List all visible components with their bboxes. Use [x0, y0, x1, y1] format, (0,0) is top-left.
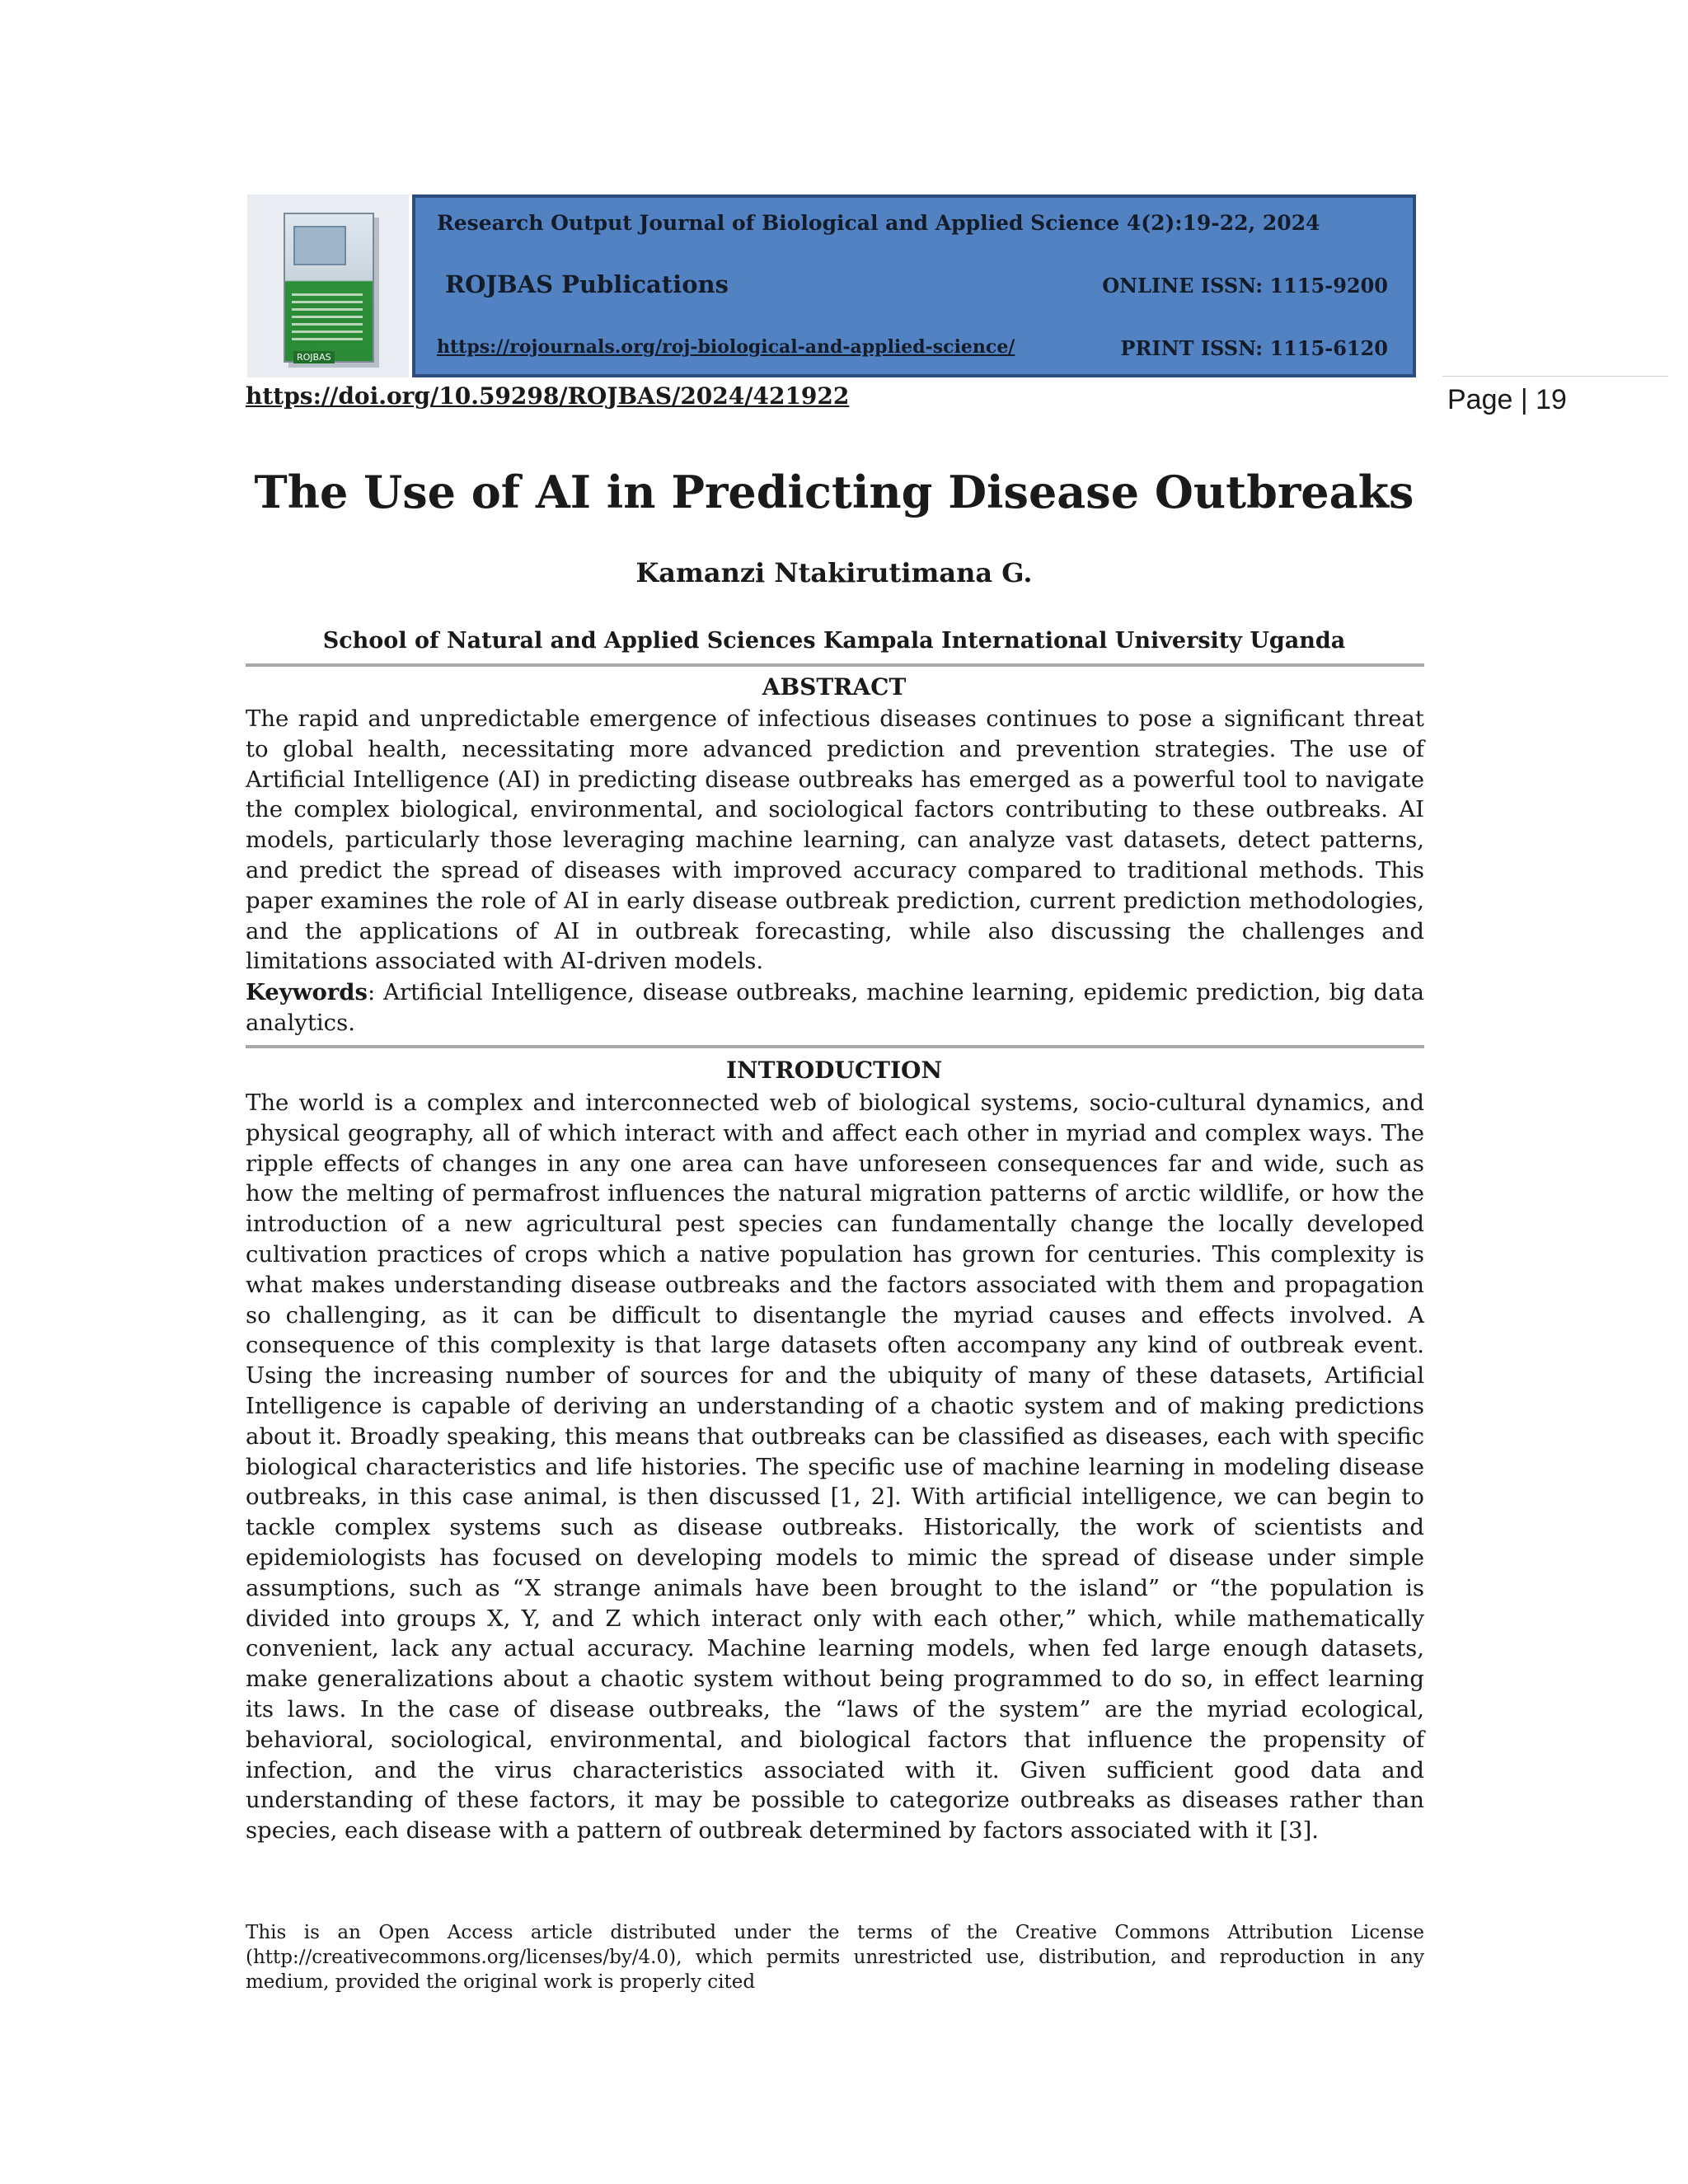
- article-title: The Use of AI in Predicting Disease Outbreaks: [254, 466, 1414, 518]
- journal-url-link[interactable]: https://rojournals.org/roj-biological-and-applied-science/: [437, 336, 1015, 358]
- divider-middle: [246, 1045, 1424, 1048]
- abstract-text: The rapid and unpredictable emergence of infectious diseases continues to pose a significant threat to global health, necessitating more advanced prediction and prevention strategies. The use of Artificial Intelligence (AI) in predicting disease outbreaks has emerged as a powerful tool to navigate the complex biological, environmental, and sociological factors contributing to these outbreaks. AI models, particularly those leveraging machine learning, can analyze vast datasets, detect patterns, and predict the spread of diseases with improved accuracy compared to traditional methods. This paper examines the role of AI in early disease outbreak prediction, current prediction methodologies, and the applications of AI in outbreak forecasting, while also discussing the challenges and limitations associated with AI-driven models.: [246, 705, 1424, 975]
- publisher-name: ROJBAS Publications: [445, 270, 729, 298]
- page-number: Page | 19: [1447, 384, 1567, 415]
- online-issn: ONLINE ISSN: 1115-9200: [1102, 274, 1388, 298]
- journal-citation-line: Research Output Journal of Biological and Applied Science 4(2):19-22, 2024: [437, 211, 1320, 235]
- cover-book-graphic: [284, 213, 374, 363]
- keywords-text: : Artificial Intelligence, disease outbreaks, machine learning, epidemic prediction, big data analytics.: [246, 979, 1424, 1036]
- page-number-rule: [1442, 376, 1668, 377]
- divider-top: [246, 663, 1424, 667]
- abstract-heading: ABSTRACT: [762, 673, 907, 701]
- journal-header-banner: [412, 194, 1416, 377]
- introduction-text: The world is a complex and interconnected web of biological systems, socio-cultural dynamics, and physical geography, all of which interact with and affect each other in myriad and complex ways. The ripple effects of changes in any one area can have unforeseen consequences far and wide, such as how the melting of permafrost influences the natural migration patterns of arctic wildlife, or how the introduction of a new agricultural pest species can fundamentally change the locally developed cultivation practices of crops which a native population has grown for centuries. This complexity is what makes understanding disease outbreaks and the factors associated with them and propagation so challenging, as it can be difficult to disentangle the myriad causes and effects involved. A consequence of this complexity is that large datasets often accompany any kind of outbreak event. Using the increasing number of sources for and the ubiquity of many of these datasets, Artificial Intelligence is capable of deriving an understanding of a chaotic system and of making predictions about it. Broadly speaking, this means that outbreaks can be classified as diseases, each with specific biological characteristics and life histories. The specific use of machine learning in modeling disease outbreaks, in this case animal, is then discussed [1, 2]. With artificial intelligence, we can begin to tackle complex systems such as disease outbreaks. Historically, the work of scientists and epidemiologists has focused on developing models to mimic the spread of disease under simple assumptions, such as “X strange animals have been brought to the island” or “the population is divided into groups X, Y, and Z which interact only with each other,” which, while mathematically convenient, lack any actual accuracy. Machine learning models, when fed large enough datasets, make generalizations about a chaotic system without being programmed to do so, in effect learning its laws. In the case of disease outbreaks, the “laws of the system” are the myriad ecological, behavioral, sociological, environmental, and biological factors that influence the propensity of infection, and the virus characteristics associated with it. Given sufficient good data and understanding of these factors, it may be possible to categorize outbreaks as diseases rather than species, each disease with a pattern of outbreak determined by factors associated with it [3].: [246, 1090, 1424, 1844]
- introduction-heading: INTRODUCTION: [725, 1057, 943, 1084]
- journal-cover-image: [247, 194, 409, 377]
- print-issn: PRINT ISSN: 1115-6120: [1120, 336, 1388, 360]
- doi-link[interactable]: https://doi.org/10.59298/ROJBAS/2024/421922: [246, 382, 850, 410]
- article-author: Kamanzi Ntakirutimana G.: [635, 557, 1033, 588]
- keywords-paragraph: [246, 977, 1424, 1038]
- cover-label: ROJBAS: [293, 351, 335, 363]
- author-affiliation: School of Natural and Applied Sciences Kampala International University Uganda: [322, 628, 1346, 654]
- license-footer: This is an Open Access article distributed under the terms of the Creative Commons Attribution License (http://creativecommons.org/licenses/by/4.0), which permits unrestricted use, distribution, and reproduction in any medium, provided the original work is properly cited: [246, 1922, 1424, 1993]
- keywords-label: Keywords: [246, 979, 368, 1005]
